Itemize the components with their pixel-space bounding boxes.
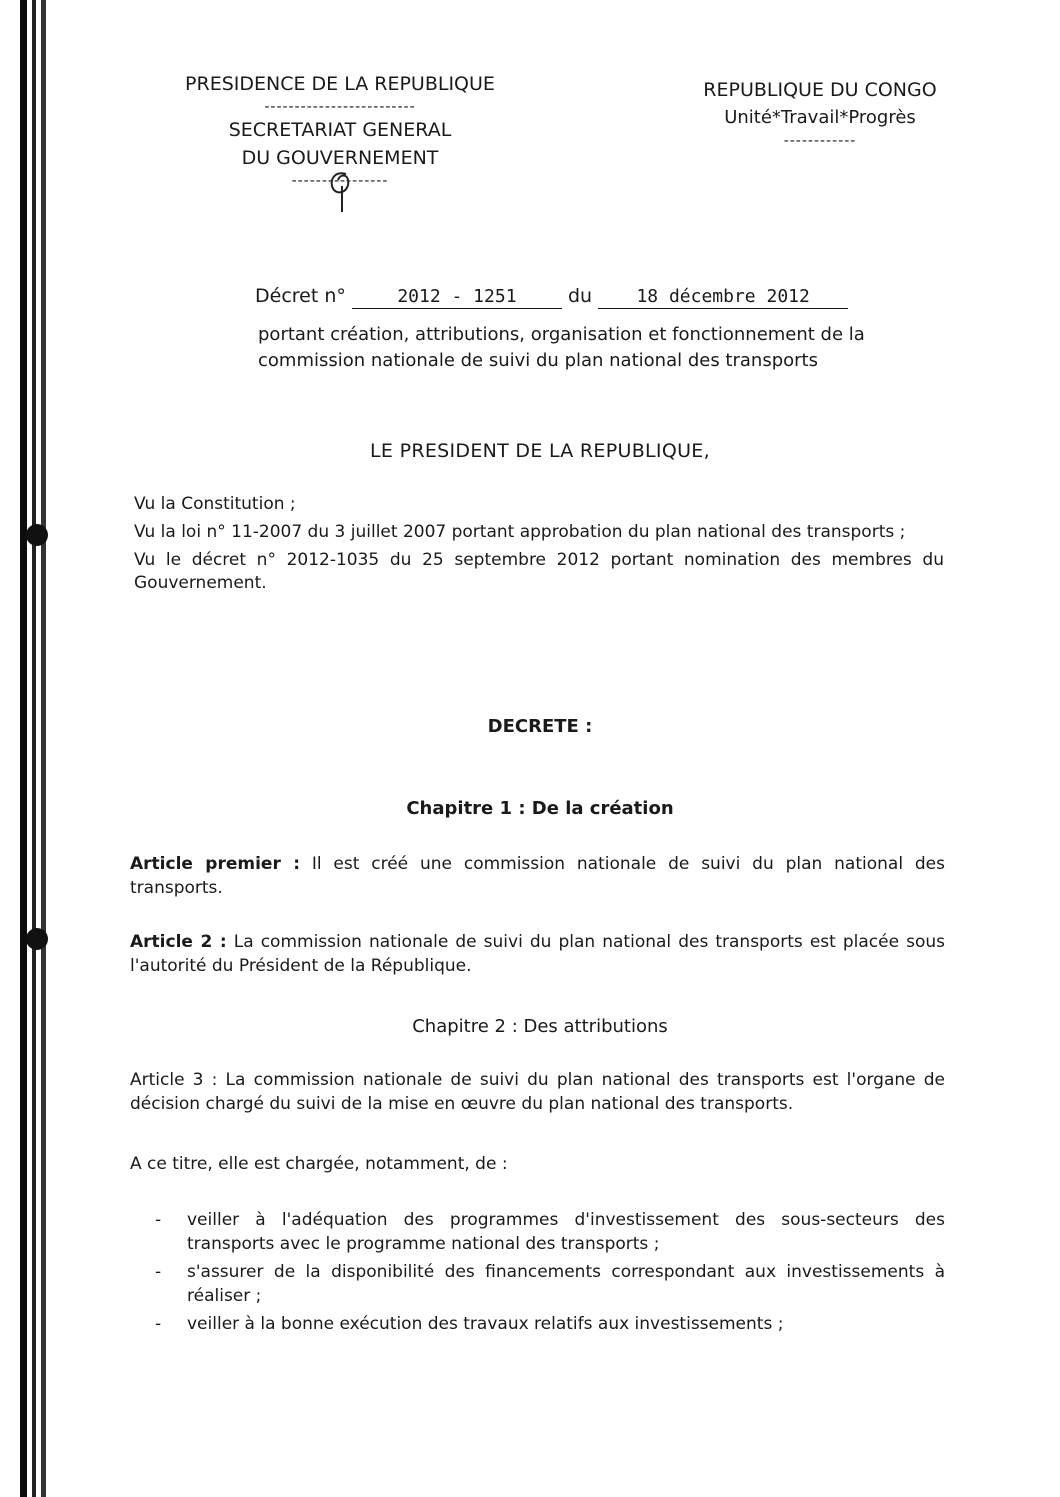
article-2: [130, 930, 945, 978]
decrete-heading: DECRETE :: [487, 716, 593, 737]
binding-edge: [41, 0, 46, 1497]
chapter-1-heading: Chapitre 1 : De la création: [406, 798, 674, 819]
article-3-text: La commission nationale de suivi du plan national des transports est l'organe de décision chargé du suivi de la mise en œuvre du plan national des transports.: [130, 1070, 946, 1114]
list-item: [155, 1260, 945, 1308]
decree-label: Décret n°: [255, 285, 346, 307]
list-item-text: s'assurer de la disponibilité des financements correspondant aux investissements à réaliser ;: [187, 1262, 945, 1306]
list-item: [155, 1208, 945, 1256]
attributions-intro: A ce titre, elle est chargée, notamment, de :: [130, 1154, 508, 1174]
visa-item: Vu le décret n° 2012-1035 du 25 septembre 2012 portant nomination des membres du Gouvernement.: [134, 550, 944, 593]
handwritten-initials-icon: [320, 168, 360, 216]
header-left-line2: SECRETARIAT GENERAL: [228, 119, 452, 141]
header-right: [690, 76, 950, 150]
president-heading: LE PRESIDENT DE LA REPUBLIQUE,: [370, 440, 710, 462]
article-3-label: Article 3 :: [130, 1070, 218, 1090]
article-1: [130, 852, 945, 900]
list-dash: -: [155, 1314, 162, 1334]
punch-hole: [26, 928, 48, 950]
decree-date: 18 décembre 2012: [598, 286, 848, 309]
article-2-label: Article 2 :: [130, 932, 227, 952]
article-1-label: Article premier :: [130, 854, 300, 874]
decree-number-line: [255, 282, 848, 310]
header-left-line1: PRESIDENCE DE LA REPUBLIQUE: [185, 73, 495, 95]
header-right-line1: REPUBLIQUE DU CONGO: [703, 79, 937, 101]
chapter-2-heading: Chapitre 2 : Des attributions: [412, 1016, 668, 1037]
list-item: [155, 1312, 945, 1336]
header-left-line3: DU GOUVERNEMENT: [241, 147, 439, 169]
binding-edge: [20, 0, 27, 1497]
decree-du: du: [567, 285, 593, 307]
decree-subtitle: portant création, attributions, organisation et fonctionnement de la commission nationale de suivi du plan national des transports: [258, 324, 865, 371]
list-dash: -: [155, 1210, 162, 1230]
header-left-dashes: -------------------------: [264, 99, 416, 115]
visa-item: Vu la Constitution ;: [134, 494, 296, 514]
punch-hole: [26, 524, 48, 546]
header-left-dashes-2: ----------------: [291, 173, 389, 189]
decree-number: 2012 - 1251: [352, 286, 562, 309]
article-1-text: Il est créé une commission nationale de suivi du plan national des transports.: [130, 854, 945, 898]
article-3: [130, 1068, 945, 1116]
visas-block: [134, 493, 944, 600]
article-2-text: La commission nationale de suivi du plan national des transports est placée sous l'autorité du Président de la République.: [130, 932, 945, 976]
attributions-list: [155, 1208, 945, 1340]
header-right-dashes: ------------: [783, 133, 857, 149]
header-right-motto: Unité*Travail*Progrès: [724, 107, 916, 128]
visa-item: Vu la loi n° 11-2007 du 3 juillet 2007 portant approbation du plan national des transports ;: [134, 522, 906, 542]
list-item-text: veiller à l'adéquation des programmes d'investissement des sous-secteurs des transports avec le programme national des transports ;: [187, 1210, 945, 1254]
list-item-text: veiller à la bonne exécution des travaux relatifs aux investissements ;: [187, 1314, 784, 1334]
binding-edge: [32, 0, 36, 1497]
list-dash: -: [155, 1262, 162, 1282]
